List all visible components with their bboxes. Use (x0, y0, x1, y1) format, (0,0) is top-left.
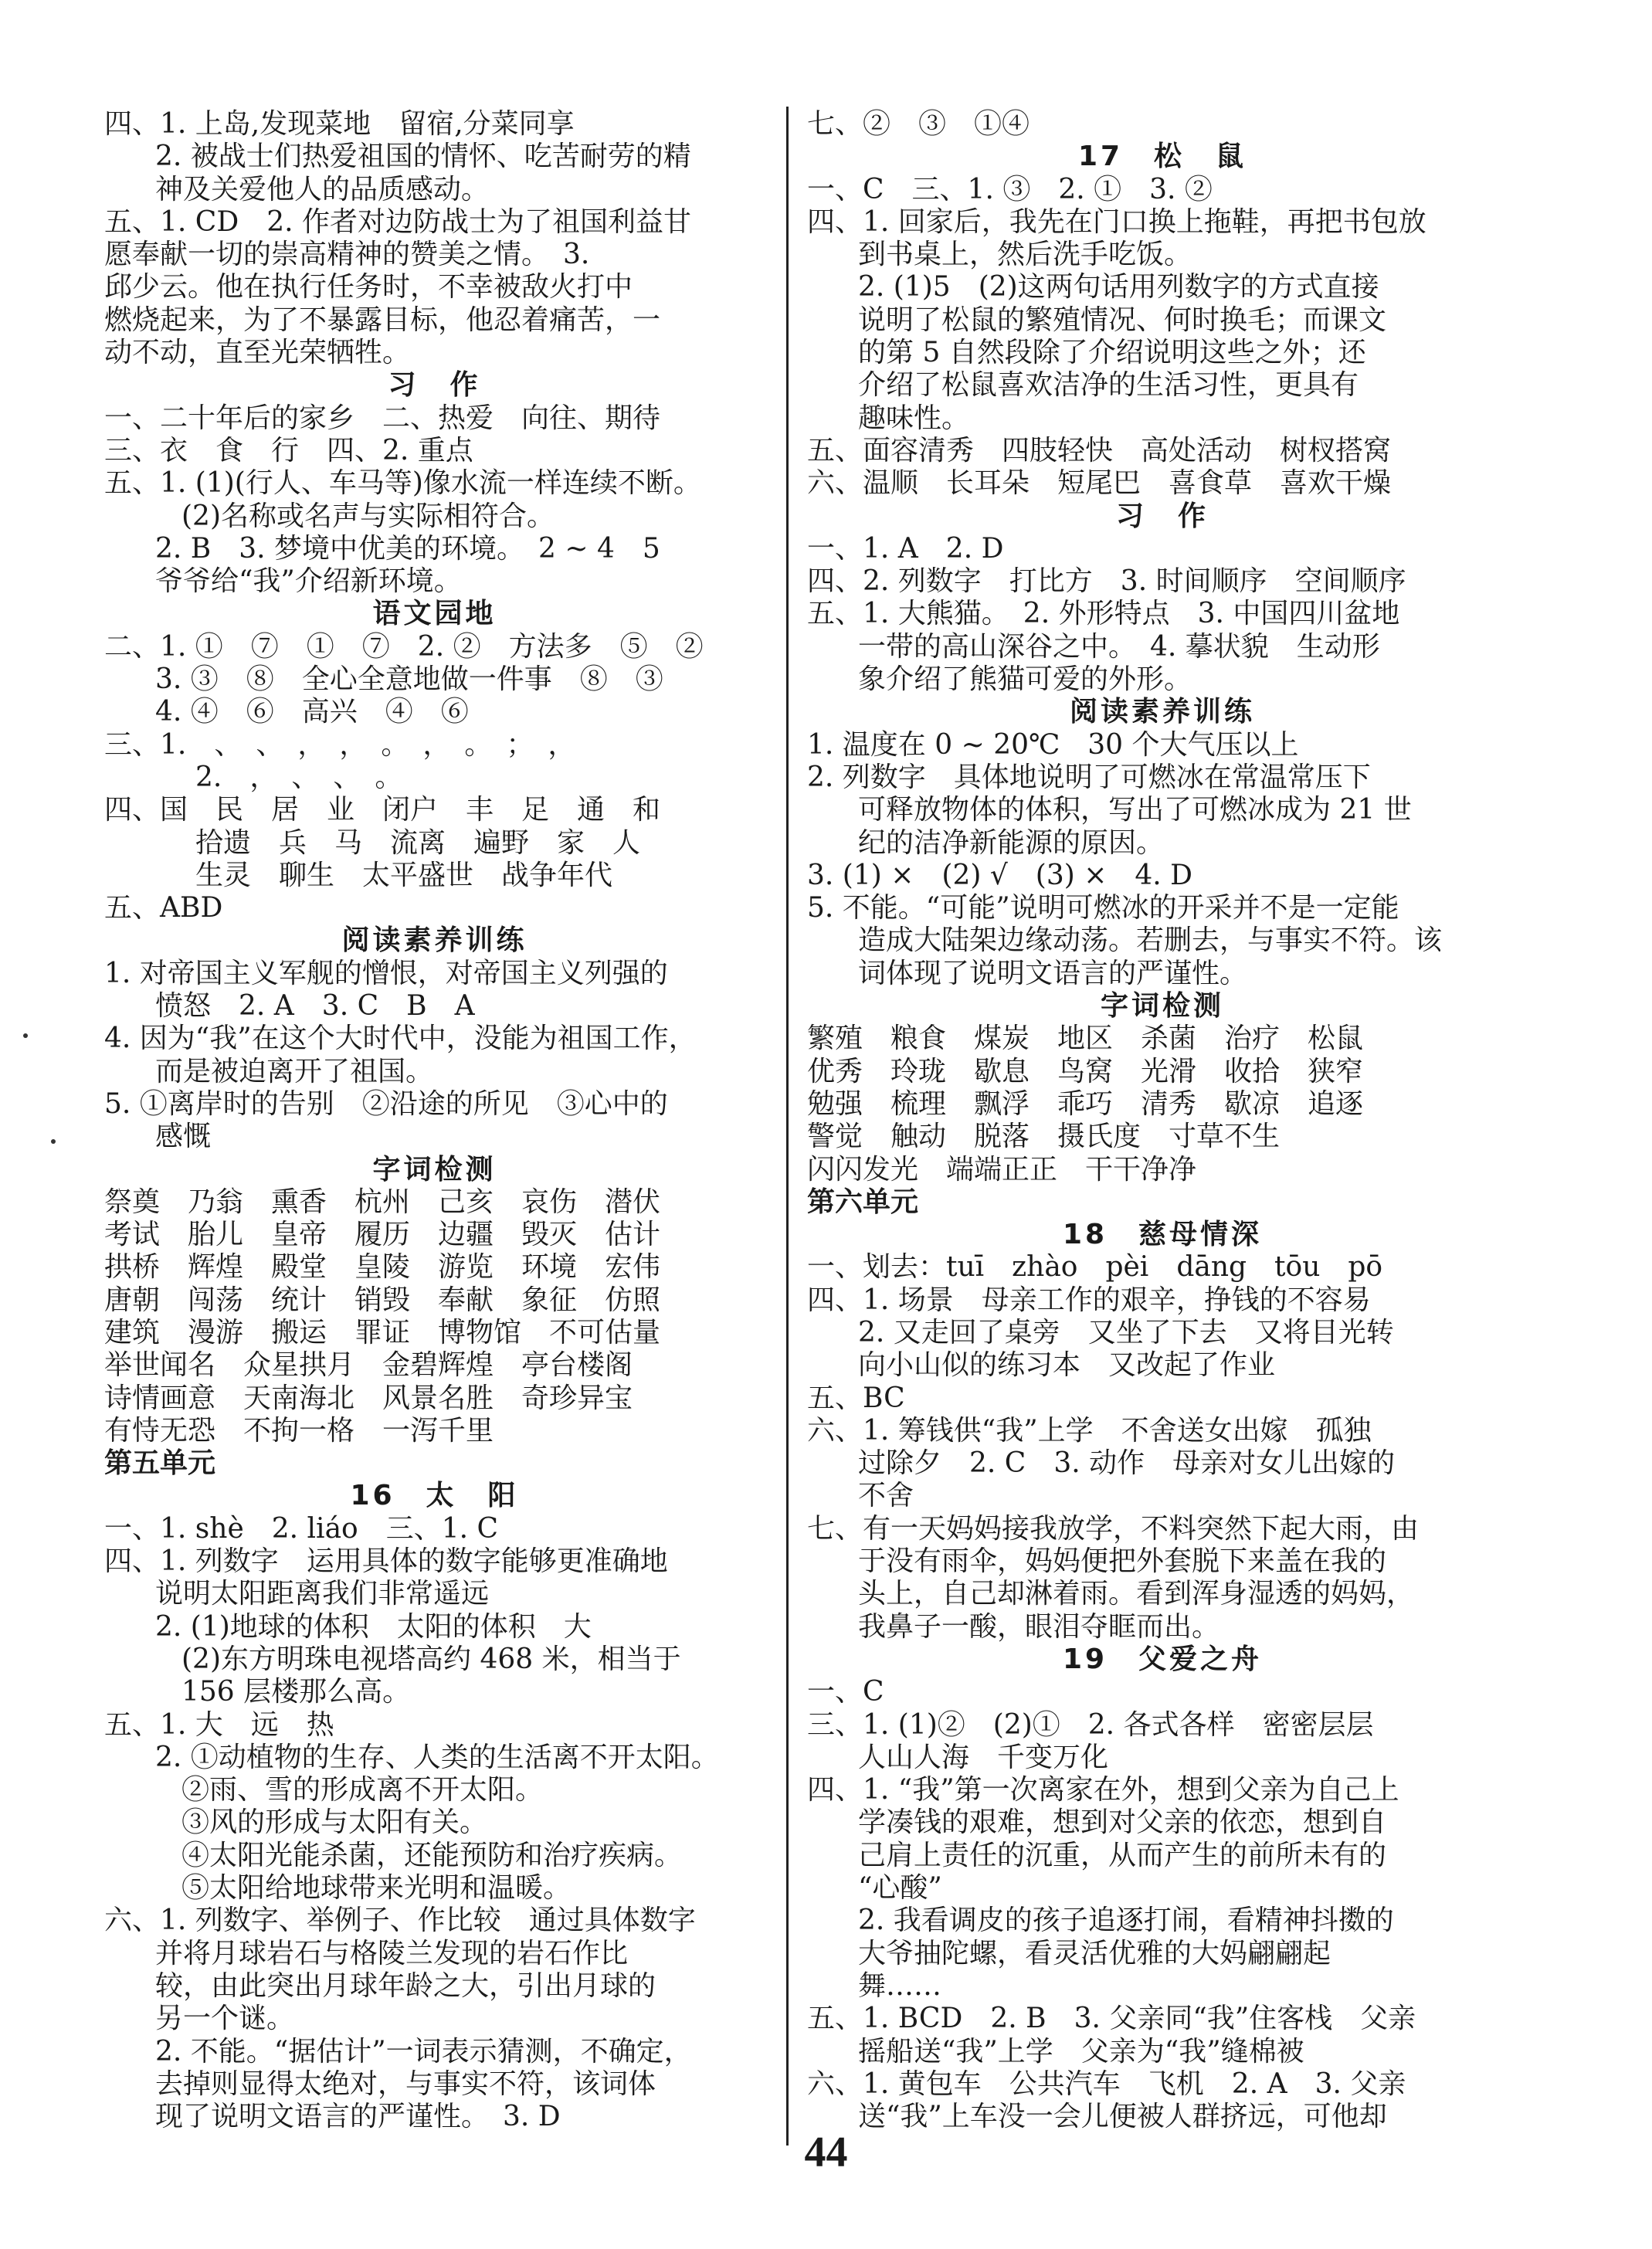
answer-line: 六、温顺 长耳朵 短尾巴 喜食草 喜欢干燥 (807, 467, 1392, 500)
answer-line: 勉强 梳理 飘浮 乖巧 清秀 歇凉 追逐 (807, 1087, 1364, 1120)
answer-line: 4. ④ ⑥ 高兴 ④ ⑥ (155, 696, 469, 728)
answer-line: 有恃无恐 不拘一格 一泻千里 (104, 1414, 494, 1447)
answer-line: 神及关爱他人的品质感动。 (155, 173, 490, 205)
answer-line: 繁殖 粮食 煤炭 地区 杀菌 治疗 松鼠 (807, 1023, 1364, 1055)
answer-line: 七、② ③ ①④ (807, 108, 1030, 140)
answer-line: 燃烧起来，为了不暴露目标，他忍着痛苦，一 (104, 304, 661, 336)
answer-line: 考试 胎儿 皇帝 履历 边疆 毁灭 估计 (104, 1219, 661, 1251)
answer-line: ⑤太阳给地球带来光明和温暖。 (181, 1872, 572, 1905)
answer-line: 舞…… (858, 1969, 942, 2002)
answer-line: 不舍 (858, 1480, 914, 1512)
margin-dot (23, 1033, 28, 1038)
answer-line: 五、1. 大熊猫。 2. 外形特点 3. 中国四川盆地 (807, 598, 1400, 630)
answer-line: 一、1. shè 2. liáo 三、1. C (104, 1512, 499, 1545)
answer-line: 一、C 三、1. ③ 2. ① 3. ② (807, 173, 1213, 205)
answer-line: 五、1. (1)(行人、车马等)像水流一样连续不断。 (104, 467, 701, 500)
answer-line: 闪闪发光 端端正正 干干净净 (807, 1153, 1197, 1186)
answer-line: 4. 因为“我”在这个大时代中，没能为祖国工作， (104, 1023, 697, 1055)
answer-line: 介绍了松鼠喜欢洁净的生活习性，更具有 (858, 369, 1359, 402)
left-column (104, 108, 765, 2133)
answer-line: 3. ③ ⑧ 全心全意地做一件事 ⑧ ③ (155, 663, 663, 696)
answer-line: 说明了松鼠的繁殖情况、何时换毛；而课文 (858, 304, 1387, 336)
column-divider (786, 107, 789, 2146)
answer-line: 六、1. 列数字、举例子、作比较 通过具体数字 (104, 1905, 696, 1937)
answer-line: 156 层楼那么高。 (181, 1676, 411, 1708)
section-heading: 16 太 阳 (350, 1480, 519, 1512)
answer-line: 2. ， 、 、 。 (195, 761, 403, 793)
answer-line: 愿奉献一切的崇高精神的赞美之情。 3. (104, 239, 590, 271)
answer-line: 己肩上责任的沉重，从而产生的前所未有的 (858, 1839, 1387, 1871)
answer-line: 词体现了说明文语言的严谨性。 (858, 957, 1248, 989)
answer-line: 建筑 漫游 搬运 罪证 博物馆 不可估量 (104, 1316, 661, 1348)
answer-line: 五、1. BCD 2. B 3. 父亲同“我”住客栈 父亲 (807, 2003, 1416, 2035)
answer-line: 四、国 民 居 业 闭户 丰 足 通 和 (104, 794, 661, 826)
answer-line: 造成大陆架边缘动荡。若删去，与事实不符。该 (858, 924, 1443, 957)
section-heading: 阅读素养训练 (1069, 696, 1255, 728)
answer-line: 三、1. 、 、 ， ， 。 ， 。 ； ， (104, 728, 576, 761)
answer-line: 并将月球岩石与格陵兰发现的岩石作比 (155, 1937, 629, 1969)
answer-line: 一、二十年后的家乡 二、热爱 向往、期待 (104, 402, 661, 434)
unit-heading: 第六单元 (807, 1186, 919, 1218)
answer-line: (2)名称或名声与实际相符合。 (181, 500, 555, 532)
page-number: 44 (804, 2129, 848, 2176)
answer-line: 举世闻名 众星拱月 金碧辉煌 亭台楼阁 (104, 1349, 633, 1382)
answer-line: 七、有一天妈妈接我放学，不料突然下起大雨，由 (807, 1512, 1420, 1545)
answer-line: 向小山似的练习本 又改起了作业 (858, 1349, 1276, 1382)
answer-line: 人山人海 千变万化 (858, 1741, 1109, 1773)
answer-line: 五、1. 大 远 热 (104, 1708, 334, 1741)
answer-line: 唐朝 闯荡 统计 销毁 奉献 象征 仿照 (104, 1284, 661, 1316)
section-heading: 字词检测 (372, 1153, 497, 1186)
answer-line: 邱少云。他在执行任务时，不幸被敌火打中 (104, 271, 633, 304)
answer-line: 2. ①动植物的生存、人类的生活离不开太阳。 (155, 1741, 719, 1773)
answer-line: 于没有雨伞，妈妈便把外套脱下来盖在我的 (858, 1545, 1387, 1578)
answer-line: 感慨 (155, 1121, 212, 1153)
answer-line: 象介绍了熊猫可爱的外形。 (858, 663, 1192, 696)
answer-line: 四、1. 上岛,发现菜地 留宿,分菜同享 (104, 108, 575, 140)
answer-line: 2. (1)5 (2)这两句话用列数字的方式直接 (858, 271, 1379, 304)
answer-line: ③风的形成与太阳有关。 (181, 1806, 488, 1839)
answer-line: 五、1. CD 2. 作者对边防战士为了祖国利益甘 (104, 205, 691, 238)
answer-line: 诗情画意 天南海北 风景名胜 奇珍异宝 (104, 1382, 633, 1414)
answer-line: 而是被迫离开了祖国。 (155, 1055, 434, 1087)
answer-line: 摇船送“我”上学 父亲为“我”缝棉被 (858, 2035, 1304, 2068)
answer-line: 去掉则显得太绝对，与事实不符，该词体 (155, 2068, 656, 2100)
answer-line: 优秀 玲珑 歇息 鸟窝 光滑 收拾 狭窄 (807, 1055, 1364, 1087)
answer-line: 拱桥 辉煌 殿堂 皇陵 游览 环境 宏伟 (104, 1251, 661, 1284)
answer-line: 一、1. A 2. D (807, 532, 1004, 565)
answer-line: 纪的洁净新能源的原因。 (858, 826, 1165, 859)
answer-line: 二、1. ① ⑦ ① ⑦ 2. ② 方法多 ⑤ ② (104, 630, 704, 663)
answer-line: 生灵 聊生 太平盛世 战争年代 (195, 859, 613, 891)
answer-line: 送“我”上车没一会儿便被人群挤远，可他却 (858, 2101, 1387, 2133)
answer-line: 祭奠 乃翁 熏香 杭州 己亥 哀伤 潜伏 (104, 1186, 661, 1218)
answer-line: 趣味性。 (858, 402, 970, 434)
answer-line: 2. B 3. 梦境中优美的环境。 2 ~ 4 5 (155, 532, 660, 565)
answer-line: ②雨、雪的形成离不开太阳。 (181, 1774, 544, 1806)
answer-line: 可释放物体的体积，写出了可燃冰成为 21 世 (858, 794, 1412, 826)
answer-line: 五、ABD (104, 892, 223, 924)
answer-line: 5. ①离岸时的告别 ②沿途的所见 ③心中的 (104, 1087, 668, 1120)
answer-line: 5. 不能。“可能”说明可燃冰的开采并不是一定能 (807, 892, 1399, 924)
answer-line: 五、面容清秀 四肢轻快 高处活动 树杈搭窝 (807, 434, 1392, 466)
answer-line: 现了说明文语言的严谨性。 3. D (155, 2101, 561, 2133)
answer-line: 的第 5 自然段除了介绍说明这些之外；还 (858, 337, 1366, 369)
section-heading: 17 松 鼠 (1077, 141, 1247, 173)
answer-line: 2. 列数字 具体地说明了可燃冰在常温常压下 (807, 761, 1371, 793)
answer-line: 三、衣 食 行 四、2. 重点 (104, 434, 473, 466)
answer-line: 另一个谜。 (155, 2003, 295, 2035)
margin-dot (51, 1139, 56, 1144)
answer-line: 学凑钱的艰难，想到对父亲的依恋，想到自 (858, 1806, 1387, 1839)
answer-line: 2. 我看调皮的孩子追逐打闹，看精神抖擞的 (858, 1905, 1394, 1937)
answer-line: 四、2. 列数字 打比方 3. 时间顺序 空间顺序 (807, 565, 1406, 598)
answer-line: 四、1. 回家后，我先在门口换上拖鞋，再把书包放 (807, 205, 1426, 238)
answer-line: 1. 温度在 0 ~ 20℃ 30 个大气压以上 (807, 728, 1299, 761)
section-heading: 习 作 (388, 369, 481, 402)
answer-line: 到书桌上，然后洗手吃饭。 (858, 239, 1192, 271)
section-heading: 阅读素养训练 (341, 924, 527, 957)
answer-line: 四、1. 场景 母亲工作的艰辛，挣钱的不容易 (807, 1284, 1371, 1316)
answer-line: 警觉 触动 脱落 摄氏度 寸草不生 (807, 1121, 1281, 1153)
unit-heading: 第五单元 (104, 1447, 216, 1480)
answer-line: 五、BC (807, 1382, 905, 1414)
answer-line: (2)东方明珠电视塔高约 468 米，相当于 (181, 1643, 681, 1675)
answer-line: 说明太阳距离我们非常遥远 (155, 1578, 490, 1610)
answer-line: 头上，自己却淋着雨。看到浑身湿透的妈妈， (858, 1578, 1415, 1610)
answer-line: 我鼻子一酸，眼泪夺眶而出。 (858, 1610, 1220, 1643)
answer-line: 六、1. 黄包车 公共汽车 飞机 2. A 3. 父亲 (807, 2068, 1406, 2100)
section-heading: 语文园地 (372, 598, 497, 630)
section-heading: 字词检测 (1100, 990, 1224, 1023)
answer-line: 拾遗 兵 马 流离 遍野 家 人 (195, 826, 641, 859)
section-heading: 18 慈母情深 (1062, 1219, 1263, 1251)
answer-line: 一、划去：tuī zhào pèi dāng tōu pō (807, 1251, 1383, 1284)
answer-line: 动不动，直至光荣牺牲。 (104, 337, 411, 369)
answer-line: 2. 不能。“据估计”一词表示猜测，不确定， (155, 2035, 692, 2068)
section-heading: 习 作 (1115, 500, 1209, 532)
answer-line: 较，由此突出月球年龄之大，引出月球的 (155, 1969, 656, 2002)
answer-line: 愤怒 2. A 3. C B A (155, 990, 475, 1023)
answer-line: 过除夕 2. C 3. 动作 母亲对女儿出嫁的 (858, 1447, 1396, 1480)
answer-line: 四、1. “我”第一次离家在外，想到父亲为自己上 (807, 1774, 1399, 1806)
answer-line: 三、1. (1)② (2)① 2. 各式各样 密密层层 (807, 1708, 1374, 1741)
answer-line: 大爷抽陀螺，看灵活优雅的大妈翩翩起 (858, 1937, 1331, 1969)
answer-line: 爷爷给“我”介绍新环境。 (155, 565, 462, 598)
answer-line: 四、1. 列数字 运用具体的数字能够更准确地 (104, 1545, 668, 1578)
answer-line: 3. (1) × (2) √ (3) × 4. D (807, 859, 1193, 891)
right-column (807, 108, 1518, 2133)
section-heading: 19 父爱之舟 (1062, 1643, 1263, 1675)
answer-line: 一带的高山深谷之中。 4. 摹状貌 生动形 (858, 630, 1380, 663)
answer-line: 2. 被战士们热爱祖国的情怀、吃苦耐劳的精 (155, 141, 691, 173)
answer-line: 六、1. 筹钱供“我”上学 不舍送女出嫁 孤独 (807, 1414, 1372, 1447)
answer-line: 1. 对帝国主义军舰的憎恨，对帝国主义列强的 (104, 957, 668, 989)
answer-line: 一、C (807, 1676, 884, 1708)
answer-line: ④太阳光能杀菌，还能预防和治疗疾病。 (181, 1839, 683, 1871)
answer-line: 2. (1)地球的体积 太阳的体积 大 (155, 1610, 592, 1643)
answer-line: 2. 又走回了桌旁 又坐了下去 又将目光转 (858, 1316, 1394, 1348)
answer-line: “心酸” (858, 1872, 942, 1905)
